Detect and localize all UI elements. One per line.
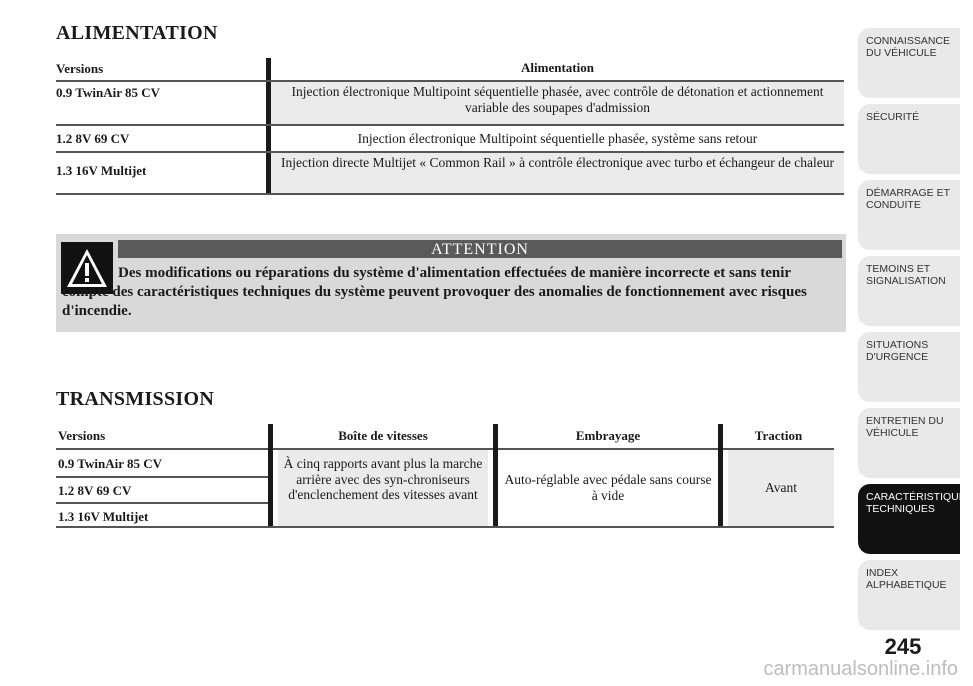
column-divider: [493, 424, 498, 528]
alimentation-cell: Injection électronique Multipoint séquentielle phasée, système sans retour: [271, 126, 844, 151]
tab-temoins-et-signalisation[interactable]: TEMOINS ET SIGNALISATION: [858, 256, 960, 326]
page-number: 245: [884, 634, 922, 659]
alimentation-cell: Injection directe Multijet « Common Rail » à contrôle électronique avec turbo et échangeur de chaleur: [271, 153, 844, 193]
section-title-transmission: TRANSMISSION: [56, 388, 215, 410]
version-cell: 1.2 8V 69 CV: [56, 131, 130, 146]
version-cell: 0.9 TwinAir 85 CV: [58, 456, 163, 471]
header-clutch: Embrayage: [575, 428, 641, 443]
tab-demarrage-et-conduite[interactable]: DÉMARRAGE ET CONDUITE: [858, 180, 960, 250]
column-divider: [268, 424, 273, 528]
column-divider: [718, 424, 723, 528]
header-gearbox: Boîte de vitesses: [338, 428, 428, 443]
tab-connaissance-du-vehicule[interactable]: CONNAISSANCE DU VÉHICULE: [858, 28, 960, 98]
header-alimentation: Alimentation: [521, 60, 594, 75]
version-cell: 1.3 16V Multijet: [58, 509, 149, 524]
version-cell: 1.3 16V Multijet: [56, 163, 147, 178]
warning-title: ATTENTION: [118, 240, 842, 258]
tab-index-alphabetique[interactable]: INDEX ALPHABETIQUE: [858, 560, 960, 630]
warning-text: Des modifications ou réparations du système d'alimentation effectuées de manière incorrecte et sans tenir compte des caractéristiques techniques du système peuvent provoquer des anomalies de fonctionnement avec risques d'incendie.: [62, 265, 807, 319]
header-versions: Versions: [58, 428, 106, 443]
alimentation-cell: Injection électronique Multipoint séquentielle phasée, avec contrôle de détonation et actionnement variable des soupapes d'admission: [271, 82, 844, 124]
table-row: [56, 82, 844, 126]
header-versions: Versions: [56, 61, 104, 76]
gearbox-cell: À cinq rapports avant plus la marche arrière avec des syn-chroniseurs d'enclenchement des vitesses avant: [278, 450, 488, 526]
tab-caracteristiques-techniques[interactable]: CARACTÉRISTIQUES TECHNIQUES: [858, 484, 960, 554]
tab-securite[interactable]: SÉCURITÉ: [858, 104, 960, 174]
section-title-alimentation: ALIMENTATION: [56, 22, 218, 44]
table-header-row: [56, 58, 844, 82]
transmission-table: [56, 424, 834, 528]
alimentation-table: [56, 58, 844, 195]
table-row: [56, 126, 844, 153]
watermark: carmanualsonline.info: [763, 658, 958, 680]
table-bottom-rule: [56, 526, 834, 528]
version-cell: 0.9 TwinAir 85 CV: [56, 85, 161, 100]
table-row: [56, 153, 844, 195]
warning-box: [56, 234, 846, 332]
version-cell: 1.2 8V 69 CV: [58, 483, 132, 498]
tab-situations-d-urgence[interactable]: SITUATIONS D'URGENCE: [858, 332, 960, 402]
clutch-cell: Auto-réglable avec pédale sans course à vide: [503, 450, 713, 526]
row-divider: [56, 476, 268, 478]
header-traction: Traction: [754, 428, 803, 443]
traction-cell: Avant: [728, 450, 834, 526]
tab-entretien-du-vehicule[interactable]: ENTRETIEN DU VÉHICULE: [858, 408, 960, 478]
row-divider: [56, 502, 268, 504]
